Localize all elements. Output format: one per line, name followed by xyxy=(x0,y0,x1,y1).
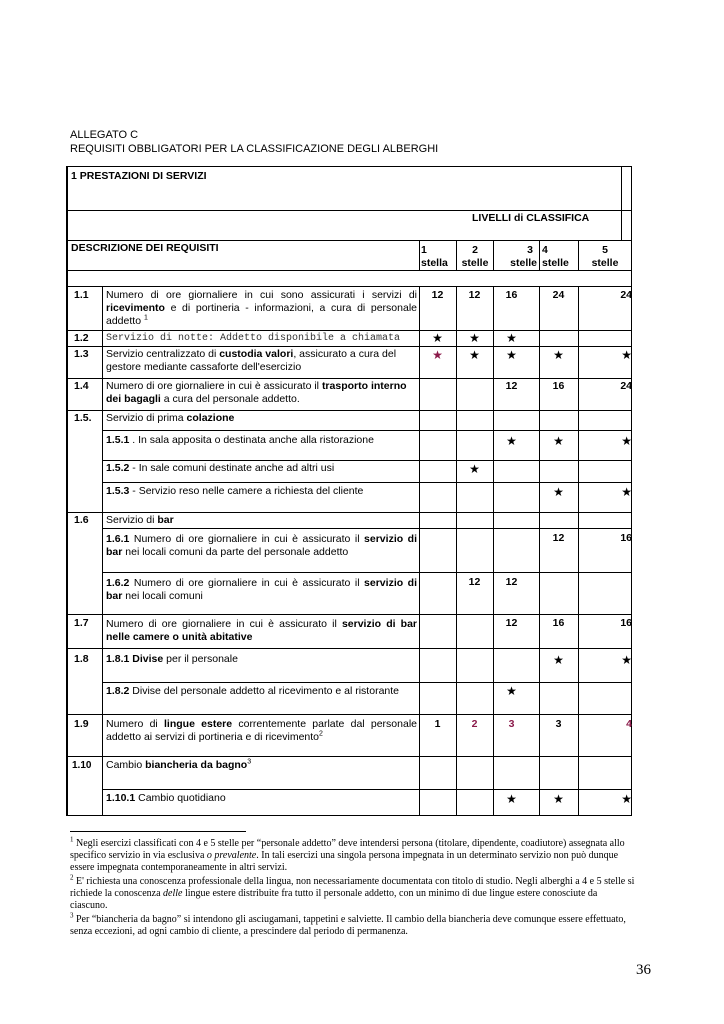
row-code: 1.10 xyxy=(72,760,92,771)
col-header-num: 5 xyxy=(602,244,608,256)
page-number: 36 xyxy=(636,962,651,978)
grid-line xyxy=(102,682,632,683)
row-code: 1.9 xyxy=(74,718,89,730)
text-italic: o prevalente xyxy=(206,850,257,861)
row-code: 1.7 xyxy=(74,617,89,629)
col-header-num: 1 xyxy=(421,244,427,256)
text-bold: trasporto interno dei bagagli xyxy=(106,380,407,405)
col-header-2 xyxy=(457,244,493,270)
value-cell: 12 xyxy=(468,289,481,301)
grid-line xyxy=(456,286,457,816)
grid-line xyxy=(539,286,540,816)
text: Cambio quotidiano xyxy=(135,792,226,804)
row-1-9-description xyxy=(106,718,417,744)
levels-title: LIVELLI di CLASSIFICA xyxy=(472,212,590,224)
value-cell: 1 xyxy=(434,718,441,730)
text-bold: 1.5.2 xyxy=(106,462,130,474)
value-cell: 16 xyxy=(620,617,632,629)
footnote-ref: 3 xyxy=(247,758,252,766)
row-1-10-1-description xyxy=(106,792,226,805)
star-icon: ★ xyxy=(432,331,443,345)
row-code: 1.3 xyxy=(74,348,89,360)
col-header-3 xyxy=(493,244,539,270)
grid-line xyxy=(539,240,540,270)
text: - In sale comuni destinate anche ad altri usi xyxy=(129,462,335,474)
grid-line xyxy=(66,614,632,615)
text-bold: 1.8.1 Divise xyxy=(106,653,164,665)
grid-line xyxy=(102,430,632,431)
col-header-num: 4 xyxy=(542,244,548,256)
value-cell: 12 xyxy=(505,576,518,588)
grid-line xyxy=(102,286,103,816)
text: Cambio xyxy=(106,759,146,771)
row-1-3-description xyxy=(106,348,417,374)
star-icon: ★ xyxy=(553,348,564,362)
grid-line xyxy=(66,714,632,715)
star-icon: ★ xyxy=(469,331,480,345)
grid-line xyxy=(102,789,632,790)
footnote-mark: 1 xyxy=(70,835,74,844)
text-bold: lingue estere xyxy=(164,718,233,730)
document-header xyxy=(70,128,438,156)
footnote-ref: 2 xyxy=(319,730,323,738)
row-1-4-description xyxy=(106,380,417,406)
value-cell: 12 xyxy=(468,576,481,588)
section-title: 1 PRESTAZIONI DI SERVIZI xyxy=(71,170,207,182)
value-cell: 16 xyxy=(620,532,632,544)
text: Per “biancheria da bagno” si intendono gli asciugamani, tappetini e salviette. Il cambio della biancheria deve comunque essere effettuato, senza eccezioni, ad ogni cambio di cliente, a prescindere dal periodo di permanenza. xyxy=(70,914,626,937)
value-cell: 16 xyxy=(505,289,518,301)
row-1-8-2-description xyxy=(106,685,417,698)
col-header-word: stelle xyxy=(510,257,537,269)
grid-line xyxy=(66,270,632,271)
row-1-7-description xyxy=(106,618,417,644)
text: nei locali comuni da parte del personale addetto xyxy=(122,546,349,558)
grid-line xyxy=(66,512,632,513)
text: Numero di xyxy=(106,718,164,730)
grid-line xyxy=(102,460,632,461)
star-icon: ★ xyxy=(621,485,632,499)
value-cell: 12 xyxy=(505,380,518,392)
text-bold: custodia valori xyxy=(219,348,294,360)
row-1-5-description xyxy=(106,412,234,425)
row-1-8-1-description xyxy=(106,653,238,666)
grid-line xyxy=(66,240,632,241)
grid-line xyxy=(456,240,457,270)
text: Servizio centralizzato di xyxy=(106,348,220,360)
text: . In sala apposita o destinata anche alla ristorazione xyxy=(129,434,374,446)
text: Servizio di prima xyxy=(106,412,187,424)
text-bold: ricevimento xyxy=(106,302,165,314)
grid-line xyxy=(493,240,494,270)
text: correntemente parlate dal personale addetto ai servizi di portineria e di ricevimento xyxy=(106,718,417,743)
star-icon: ★ xyxy=(553,653,564,667)
star-icon: ★ xyxy=(621,653,632,667)
value-cell: 4 xyxy=(626,718,632,730)
annex-title: ALLEGATO C xyxy=(70,129,139,141)
grid-line xyxy=(66,410,632,411)
value-cell: 16 xyxy=(552,617,565,629)
grid-line xyxy=(419,240,420,270)
row-1-2-description: Servizio di notte: Addetto disponibile a chiamata xyxy=(106,333,401,344)
text-bold: 1.6.2 xyxy=(106,577,130,589)
col-header-word: stelle xyxy=(461,257,489,269)
grid-line xyxy=(66,648,632,649)
star-icon: ★ xyxy=(469,348,480,362)
row-1-6-description xyxy=(106,514,174,527)
text: Divise del personale addetto al ricevimento e al ristorante xyxy=(129,685,400,697)
col-header-word: stelle xyxy=(591,257,619,269)
text-bold: servizio di bar xyxy=(106,577,417,602)
text-italic: delle xyxy=(163,888,183,899)
row-1-1-description xyxy=(106,289,417,328)
grid-line xyxy=(66,756,632,757)
row-1-5-1-description xyxy=(106,434,417,447)
star-icon: ★ xyxy=(506,434,517,448)
value-cell: 12 xyxy=(431,289,444,301)
annex-subtitle: REQUISITI OBBLIGATORI PER LA CLASSIFICAZIONE DEGLI ALBERGHI xyxy=(70,143,439,155)
grid-line xyxy=(66,286,632,287)
row-code: 1.8 xyxy=(74,653,89,665)
text: Numero di ore giornaliere in cui sono assicurati i servizi di xyxy=(106,289,417,301)
text: a cura del personale addetto. xyxy=(160,393,300,405)
value-cell: 24 xyxy=(552,289,565,301)
text: Numero di ore giornaliere in cui è assicurato il xyxy=(106,618,342,630)
star-icon: ★ xyxy=(506,792,517,806)
row-code: 1.2 xyxy=(74,332,89,344)
star-icon: ★ xyxy=(553,434,564,448)
text: Negli esercizi classificati con 4 e 5 stelle per “personale addetto” deve intendersi persona (titolare, dipendente, coadiutore) assegnata allo specifico servizio in via esclusiva xyxy=(70,838,625,861)
row-1-5-2-description xyxy=(106,462,417,475)
grid-line xyxy=(66,378,632,379)
row-1-5-3-description xyxy=(106,485,417,498)
star-icon: ★ xyxy=(506,348,517,362)
text-bold: 1.8.2 xyxy=(106,685,130,697)
col-header-word: stella xyxy=(421,257,448,269)
value-cell: 24 xyxy=(620,289,632,301)
footnote-3 xyxy=(70,911,636,938)
text-bold: 1.5.1 xyxy=(106,434,130,446)
row-code: 1.4 xyxy=(74,380,89,392)
grid-line xyxy=(102,528,632,529)
col-header-num: 2 xyxy=(472,244,478,256)
star-icon: ★ xyxy=(469,462,480,476)
grid-line xyxy=(493,286,494,816)
star-icon: ★ xyxy=(621,792,632,806)
grid-line xyxy=(102,482,632,483)
star-icon: ★ xyxy=(506,331,517,345)
star-icon: ★ xyxy=(621,434,632,448)
text-bold: servizio di bar xyxy=(106,533,417,558)
footnote-mark: 2 xyxy=(70,873,74,882)
value-cell: 24 xyxy=(620,380,632,392)
grid-line xyxy=(419,286,420,816)
text: nei locali comuni xyxy=(122,590,203,602)
text-bold: biancheria da bagno xyxy=(145,759,248,771)
footnote-2 xyxy=(70,873,636,912)
footnote-separator xyxy=(70,831,246,832)
text-bold: 1.10.1 xyxy=(106,792,136,804)
grid-line xyxy=(102,572,632,573)
row-code: 1.5. xyxy=(74,412,92,424)
star-icon: ★ xyxy=(432,348,443,362)
star-icon: ★ xyxy=(506,684,517,698)
grid-line xyxy=(66,330,632,331)
star-icon: ★ xyxy=(553,485,564,499)
row-code: 1.1 xyxy=(74,289,89,301)
row-1-6-2-description xyxy=(106,577,417,603)
grid-line xyxy=(66,346,632,347)
footnote-ref: 1 xyxy=(143,314,148,322)
col-header-word: stelle xyxy=(542,257,569,269)
grid-line xyxy=(578,286,579,816)
footnote-mark: 3 xyxy=(70,911,74,920)
value-cell: 3 xyxy=(508,718,515,730)
text: per il personale xyxy=(163,653,238,665)
value-cell: 3 xyxy=(555,718,562,730)
grid-line xyxy=(621,166,622,240)
text: , assicurato a cura del gestore mediante cassaforte dell'esercizio xyxy=(106,348,397,373)
text: Servizio di xyxy=(106,514,158,526)
grid-line xyxy=(66,210,632,211)
text-bold: 1.6.1 xyxy=(106,533,130,545)
star-icon: ★ xyxy=(553,792,564,806)
row-1-6-1-description xyxy=(106,533,417,559)
desc-header: DESCRIZIONE DEI REQUISITI xyxy=(71,242,219,254)
text: lingue estere distribuite fra tutto il personale addetto, con un minimo di due lingue estere conosciute da ciascuno. xyxy=(70,888,598,911)
star-icon: ★ xyxy=(621,348,632,362)
col-header-num: 3 xyxy=(527,244,533,256)
col-header-5 xyxy=(578,244,632,270)
text-bold: servizio di bar nelle camere o unità abitative xyxy=(106,618,418,643)
value-cell: 2 xyxy=(471,718,478,730)
text: Numero di ore giornaliere in cui è assicurato il xyxy=(129,577,365,589)
text: e di portineria - informazioni, a cura di personale addetto xyxy=(106,302,417,327)
row-code: 1.6 xyxy=(74,514,89,526)
text-bold: bar xyxy=(157,514,174,526)
text: - Servizio reso nelle camere a richiesta del cliente xyxy=(129,485,364,497)
col-header-1 xyxy=(421,244,457,270)
text-bold: 1.5.3 xyxy=(106,485,130,497)
text: Numero di ore giornaliere in cui è assicurato il xyxy=(106,380,322,392)
text: Numero di ore giornaliere in cui è assicurato il xyxy=(129,533,365,545)
footnote-1 xyxy=(70,835,636,874)
text: . In tali esercizi una singola persona impegnata in un determinato servizio non può dunque essere impegnata contemporaneamente in altri servizi. xyxy=(70,850,619,873)
row-1-10-description xyxy=(106,759,251,772)
text-bold: colazione xyxy=(186,412,235,424)
requirements-table xyxy=(66,166,632,816)
value-cell: 12 xyxy=(505,617,518,629)
col-header-4 xyxy=(539,244,578,270)
grid-line xyxy=(578,240,579,270)
text: E' richiesta una conoscenza professionale della lingua, non necessariamente documentata con titolo di studio. Negli alberghi a 4 e 5 stelle si richiede la conoscenza xyxy=(70,876,635,899)
value-cell: 12 xyxy=(552,532,565,544)
value-cell: 16 xyxy=(552,380,565,392)
